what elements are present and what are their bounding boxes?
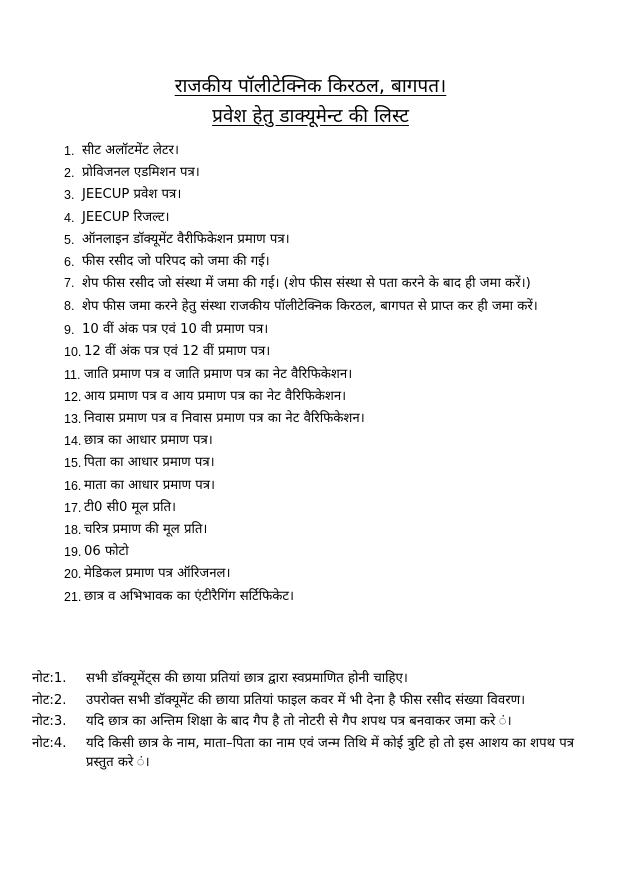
note: नोट:4. यदि किसी छात्र के नाम, माता–पिता का नाम एवं जन्म तिथि में कोई त्रुटि हो तो इस आशय का शपथ पत्र प्रस्तुत करे ं।: [32, 735, 575, 770]
document-checklist: [64, 140, 594, 608]
list-item: 6. फीस रसीद जो परिपद को जमा की गई।: [64, 254, 270, 270]
list-item: 7. शेप फीस रसीद जो संस्था में जमा की गई। (शेप फीस संस्था से पता करने के बाद ही जमा करें।): [64, 276, 531, 292]
list-item: 21. छात्र व अभिभावक का एंटीरैगिंग सर्टिफिकेट।: [64, 588, 295, 604]
list-item: 12. आय प्रमाण पत्र व आय प्रमाण पत्र का नेट वैरिफिकेशन।: [64, 388, 347, 404]
notes-section: [32, 669, 602, 775]
document-title: राजकीय पॉलीटेक्निक किरठल, बागपत।: [174, 75, 447, 97]
list-item: 2. प्रोविजनल एडमिशन पत्र।: [64, 165, 200, 181]
note: नोट:2. उपरोक्त सभी डॉक्यूमेंट की छाया प्रतियां फाइल कवर में भी देना है फीस रसीद संख्या विवरण।: [32, 692, 526, 708]
list-item: 14. छात्र का आधार प्रमाण पत्र।: [64, 433, 213, 449]
list-item: 16. माता का आधार प्रमाण पत्र।: [64, 477, 216, 493]
list-item: 20. मेडिकल प्रमाण पत्र ऑरिजनल।: [64, 566, 231, 582]
list-item: 13. निवास प्रमाण पत्र व निवास प्रमाण पत्र का नेट वैरिफिकेशन।: [64, 411, 365, 427]
document-subtitle: प्रवेश हेतु डाक्यूमेन्ट की लिस्ट: [212, 105, 409, 127]
list-item: 3. JEECUP प्रवेश पत्र।: [64, 187, 182, 203]
list-item: 15. पिता का आधार प्रमाण पत्र।: [64, 455, 215, 471]
note: नोट:1. सभी डॉक्यूमेंट्स की छाया प्रतियां छात्र द्वारा स्वप्रमाणित होनी चाहिए।: [32, 671, 408, 686]
note: नोट:3. यदि छात्र का अन्तिम शिक्षा के बाद गैप है तो नोटरी से गैप शपथ पत्र बनवाकर जमा करे ं।: [32, 714, 512, 729]
list-item: 4. JEECUP रिजल्ट।: [64, 209, 170, 225]
list-item: 11. जाति प्रमाण पत्र व जाति प्रमाण पत्र का नेट वैरिफिकेशन।: [64, 366, 353, 382]
list-item: 8. शेप फीस जमा करने हेतु संस्था राजकीय पॉलीटेक्निक किरठल, बागपत से प्राप्त कर ही जमा करें।: [64, 299, 538, 315]
list-item: 18. चरित्र प्रमाण की मूल प्रति।: [64, 522, 208, 538]
list-item: 17. टी0 सी0 मूल प्रति।: [64, 499, 177, 515]
list-item: 1. सीट अलॉटमेंट लेटर।: [64, 143, 179, 158]
list-item: 5. ऑनलाइन डॉक्यूमेंट वैरीफिकेशन प्रमाण पत्र।: [64, 231, 290, 247]
list-item: 9. 10 वीं अंक पत्र एवं 10 वी प्रमाण पत्र।: [64, 322, 269, 338]
list-item: 10. 12 वीं अंक पत्र एवं 12 वीं प्रमाण पत्र।: [64, 344, 271, 360]
list-item: 19. 06 फोटो: [64, 544, 129, 560]
